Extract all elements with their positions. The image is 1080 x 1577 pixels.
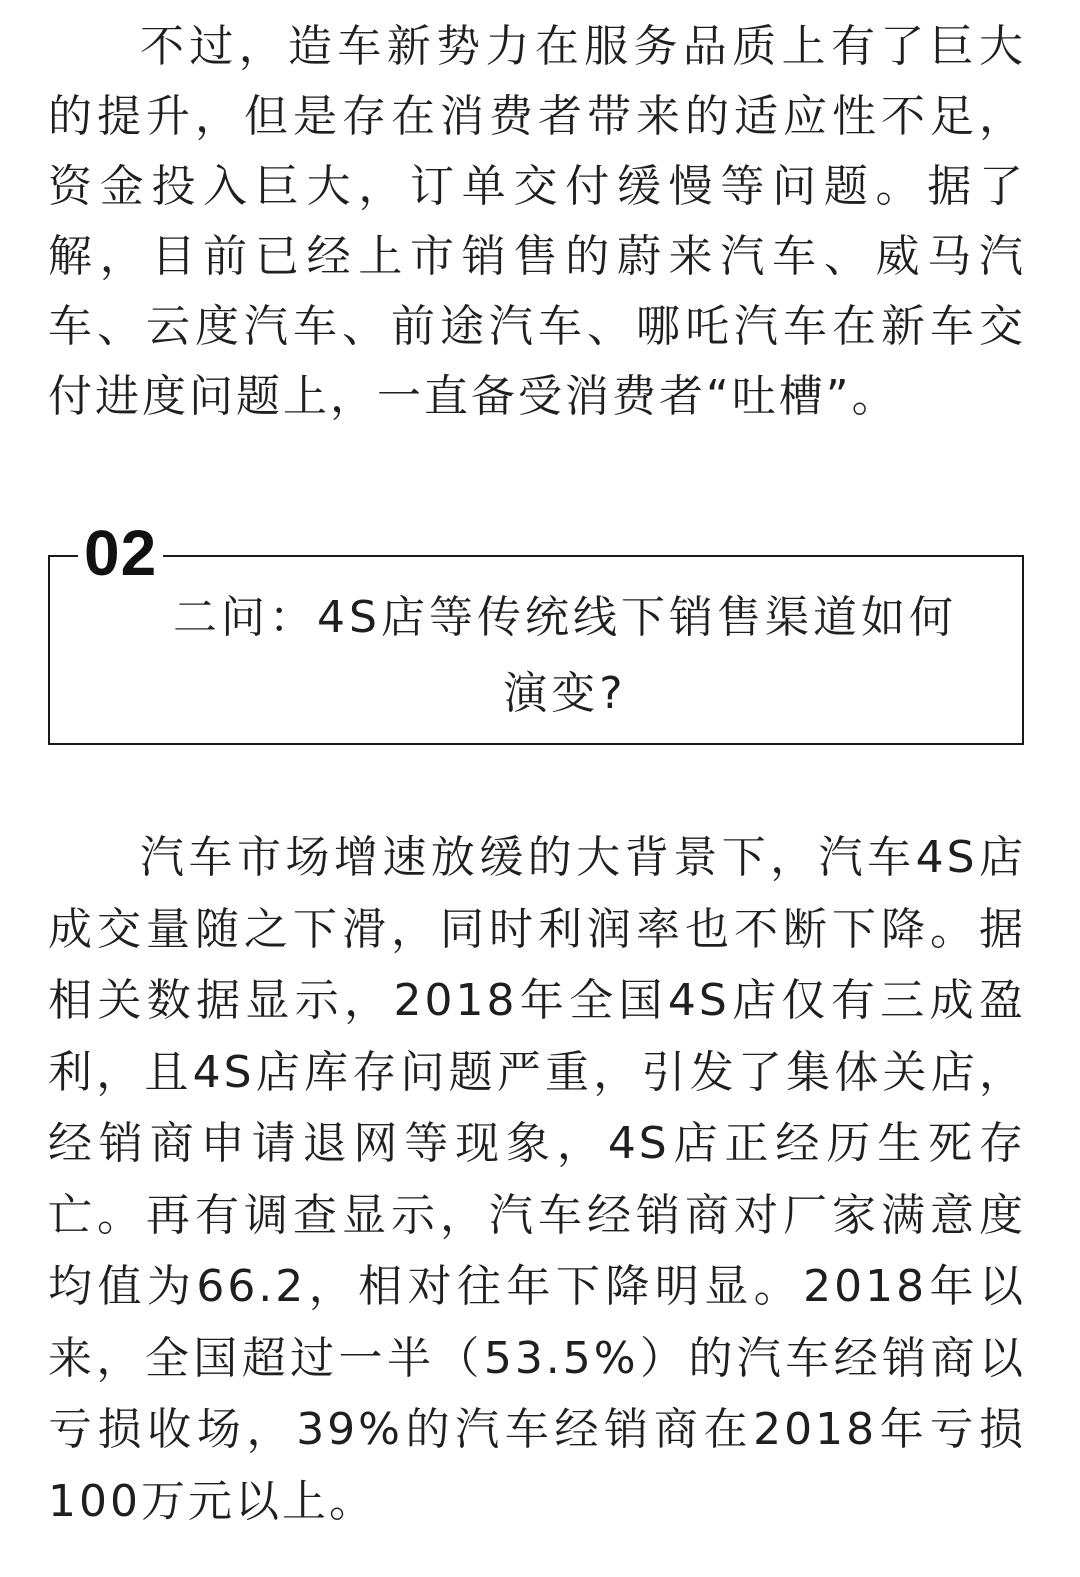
section-title: 二问：4S店等传统线下销售渠道如何演变? <box>173 592 957 719</box>
paragraph-intro: 不过，造车新势力在服务品质上有了巨大的提升，但是存在消费者带来的适应性不足，资金投入巨大，订单交付缓慢等问题。据了解，目前已经上市销售的蔚来汽车、威马汽车、云度汽车、前途汽车、哪吒汽车在新车交付进度问题上，一直备受消费者“吐槽”。 <box>48 21 1026 422</box>
paragraph-body: 汽车市场增速放缓的大背景下，汽车4S店成交量随之下滑，同时利润率也不断下降。据相关数据显示，2018年全国4S店仅有三成盈利，且4S店库存问题严重，引发了集体关店，经销商申请退网等现象，4S店正经历生死存亡。再有调查显示，汽车经销商对厂家满意度均值为66.2，相对往年下降明显。2018年以来，全国超过一半（53.5%）的汽车经销商以亏损收场，39%的汽车经销商在2018年亏损100万元以上。 <box>48 832 1026 1527</box>
section-number: 02 <box>78 518 163 588</box>
